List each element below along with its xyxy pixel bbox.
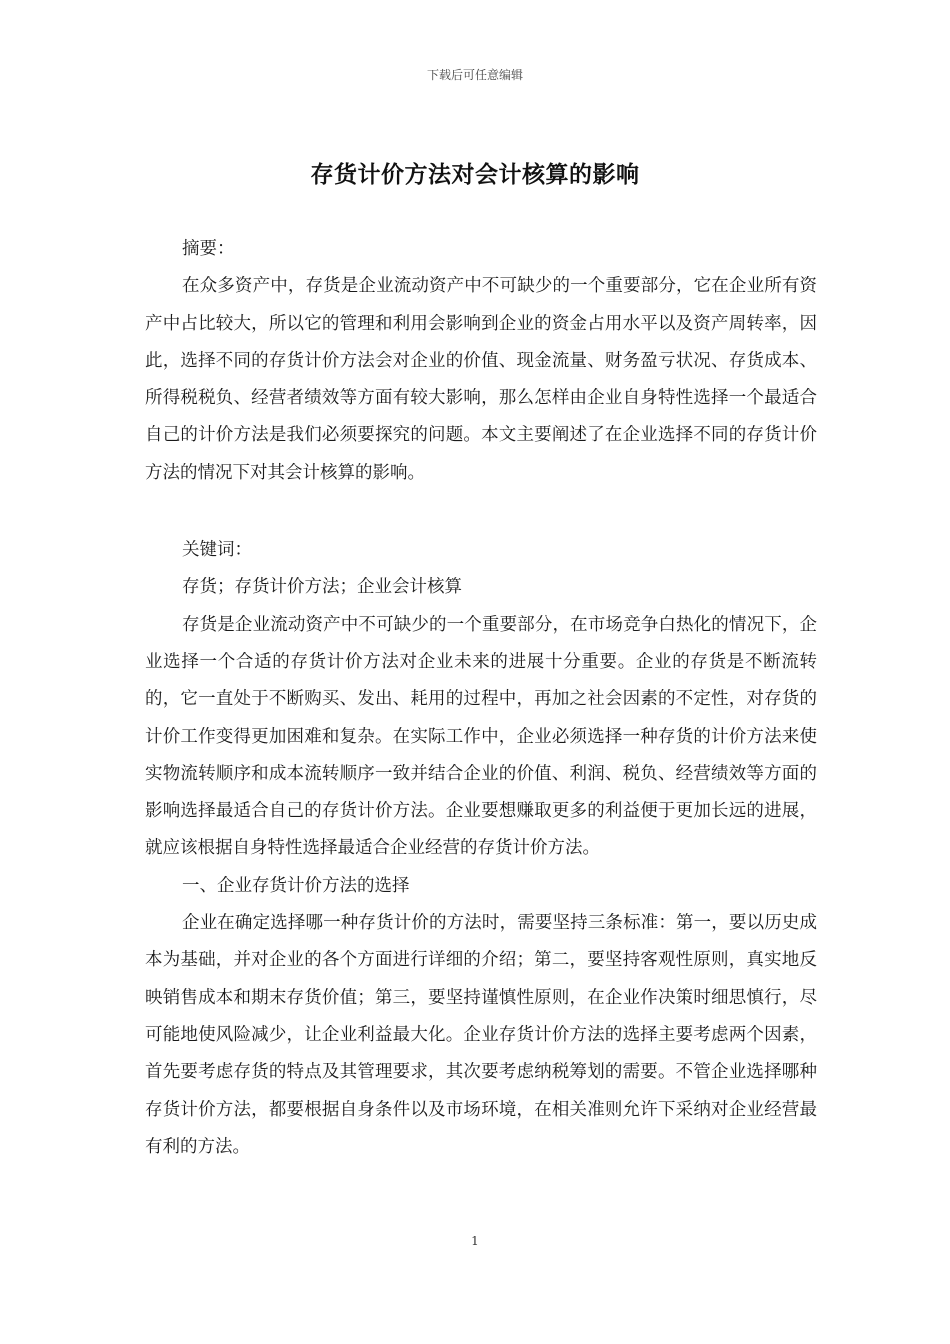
intro-paragraph: 存货是企业流动资产中不可缺少的一个重要部分，在市场竞争白热化的情况下，企业选择一个合适的存货计价方法对企业未来的进展十分重要。企业的存货是不断流转的，它一直处于不断购买、发出、耗用的过程中，再加之社会因素的不定性，对存货的计价工作变得更加困难和复杂。在实际工作中，企业必须选择一种存货的计价方法来使实物流转顺序和成本流转顺序一致并结合企业的价值、利润、税负、经营绩效等方面的影响选择最适合自己的存货计价方法。企业要想赚取更多的利益便于更加长远的进展，就应该根据自身特性选择最适合企业经营的存货计价方法。	[145, 614, 817, 859]
page-header-note: 下载后可任意编辑	[426, 68, 523, 82]
document-body	[145, 231, 817, 1166]
keywords-list: 存货；存货计价方法；企业会计核算	[182, 577, 462, 598]
abstract-paragraph: 在众多资产中，存货是企业流动资产中不可缺少的一个重要部分，它在企业所有资产中占比较大，所以它的管理和利用会影响到企业的资金占用水平以及资产周转率，因此，选择不同的存货计价方法会对企业的价值、现金流量、财务盈亏状况、存货成本、所得税税负、经营者绩效等方面有较大影响，那么怎样由企业自身特性选择一个最适合自己的计价方法是我们必须要探究的问题。本文主要阐述了在企业选择不同的存货计价方法的情况下对其会计核算的影响。	[145, 276, 817, 483]
section-spacer	[145, 492, 817, 532]
section-1-heading: 一、企业存货计价方法的选择	[182, 875, 410, 896]
abstract-label: 摘要：	[182, 239, 235, 259]
section-1-paragraph: 企业在确定选择哪一种存货计价的方法时，需要坚持三条标准：第一，要以历史成本为基础，并对企业的各个方面进行详细的介绍；第二，要坚持客观性原则，真实地反映销售成本和期末存货价值；第三，要坚持谨慎性原则，在企业作决策时细思慎行，尽可能地使风险减少，让企业利益最大化。企业存货计价方法的选择主要考虑两个因素，首先要考虑存货的特点及其管理要求，其次要考虑纳税筹划的需要。不管企业选择哪种存货计价方法，都要根据自身条件以及市场环境，在相关准则允许下采纳对企业经营最有利的方法。	[145, 913, 817, 1157]
page-number: 1	[471, 1234, 479, 1248]
document-title: 存货计价方法对会计核算的影响	[310, 161, 640, 188]
keywords-label: 关键词：	[182, 540, 252, 561]
